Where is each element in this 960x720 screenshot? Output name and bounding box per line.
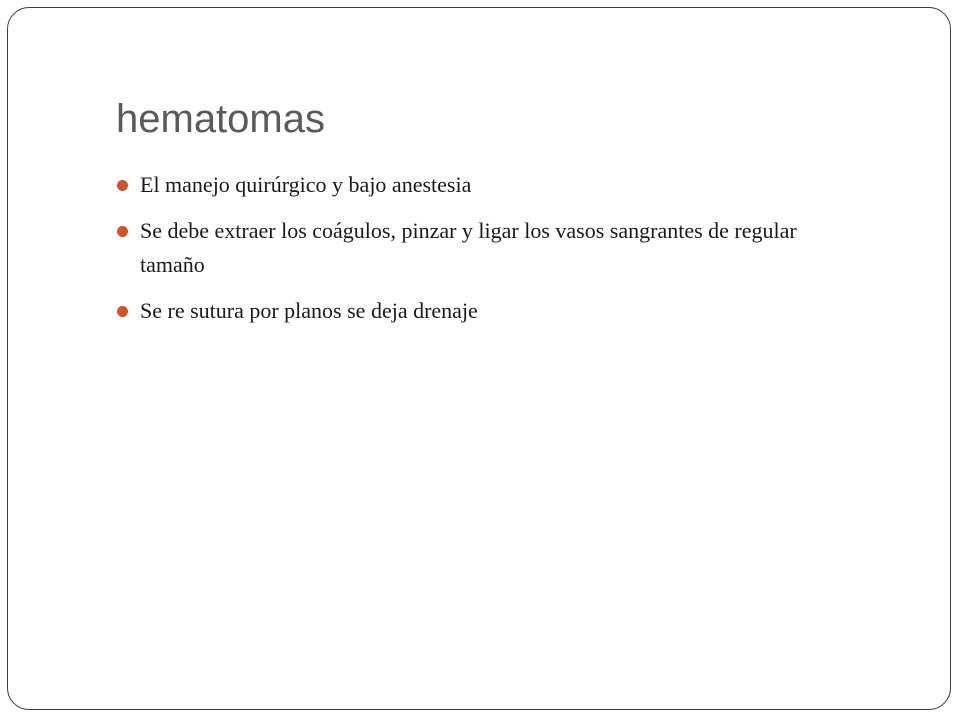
slide-frame — [7, 7, 951, 710]
bullet-list — [116, 168, 836, 340]
bullet-dot-icon — [117, 226, 128, 237]
list-item — [116, 214, 836, 282]
bullet-text: Se re sutura por planos se deja drenaje — [140, 298, 478, 323]
bullet-dot-icon — [117, 180, 128, 191]
bullet-text: Se debe extraer los coágulos, pinzar y ligar los vasos sangrantes de regular tamaño — [140, 218, 797, 277]
bullet-dot-icon — [117, 306, 128, 317]
list-item — [116, 168, 836, 202]
slide-title: hematomas — [116, 97, 325, 141]
bullet-text: El manejo quirúrgico y bajo anestesia — [140, 172, 472, 197]
list-item — [116, 294, 836, 328]
